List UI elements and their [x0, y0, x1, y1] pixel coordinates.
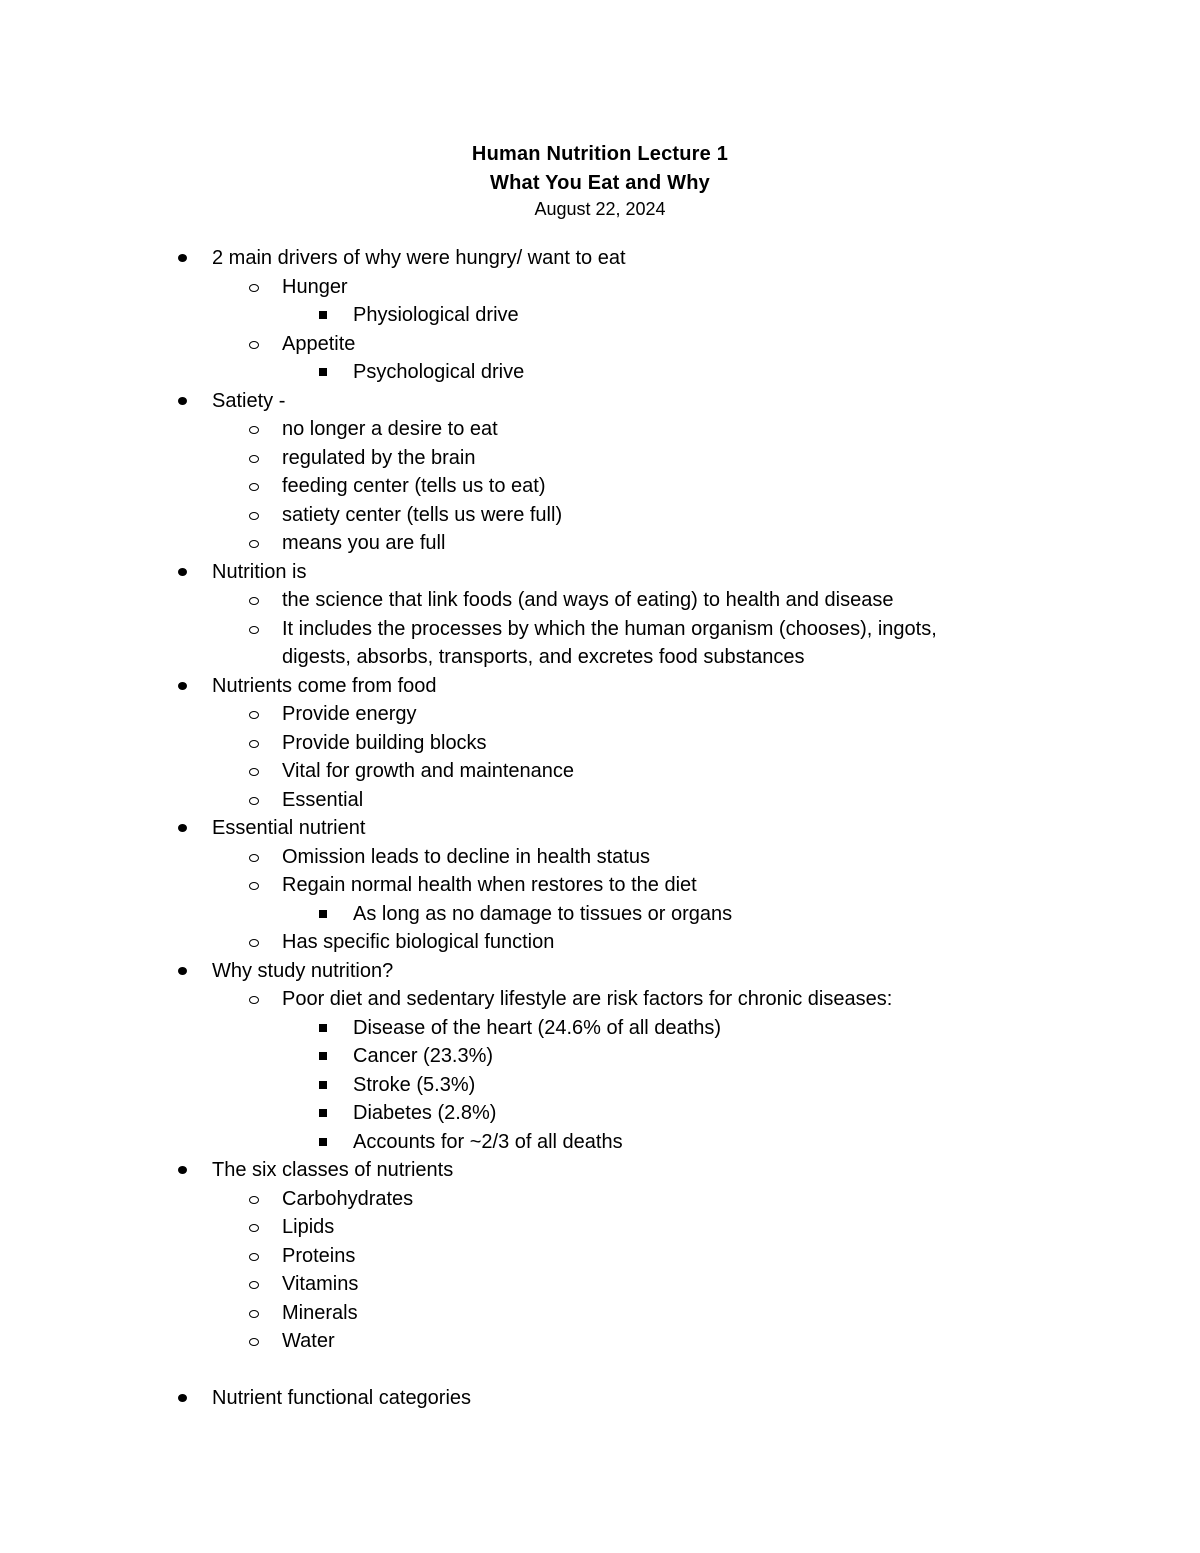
- outline-item-text: means you are full: [282, 532, 446, 554]
- outline-item-text: Essential: [282, 788, 364, 811]
- document-subtitle: What You Eat and Why: [490, 172, 710, 194]
- outline-item-text: 2 main drivers of why were hungry/ want to eat: [212, 247, 626, 269]
- outline-item: [0, 1156, 1200, 1185]
- outline-item-text: Stroke (5.3%): [353, 1073, 476, 1096]
- outline-item-text: Essential nutrient: [212, 817, 366, 839]
- outline-item-text: Disease of the heart (24.6% of all deaths): [353, 1016, 721, 1039]
- outline-item: [0, 1213, 1200, 1242]
- outline-item: [0, 985, 1200, 1014]
- outline-item-text: The six classes of nutrients: [212, 1159, 454, 1181]
- hollow-circle-bullet-icon: [249, 540, 259, 548]
- outline-item-text: Lipids: [282, 1216, 335, 1238]
- filled-circle-bullet-icon: [178, 682, 187, 690]
- outline-item-text: no longer a desire to eat: [282, 418, 498, 440]
- hollow-circle-bullet-icon: [249, 797, 259, 805]
- outline-item-text: Omission leads to decline in health status: [282, 845, 650, 868]
- outline-item: [0, 358, 1200, 387]
- filled-square-bullet-icon: [319, 1052, 327, 1060]
- outline-item-text: Minerals: [282, 1301, 358, 1324]
- outline-item-text: regulated by the brain: [282, 446, 476, 469]
- outline-item: [0, 501, 1200, 530]
- hollow-circle-bullet-icon: [249, 284, 259, 292]
- filled-square-bullet-icon: [319, 1109, 327, 1117]
- outline-item-text: Has specific biological function: [282, 931, 555, 953]
- outline-item: [0, 387, 1200, 416]
- filled-square-bullet-icon: [319, 1024, 327, 1032]
- hollow-circle-bullet-icon: [249, 597, 259, 605]
- outline-item-text: the science that link foods (and ways of eating) to health and disease: [282, 589, 894, 611]
- blank-line: [0, 1356, 1200, 1384]
- hollow-circle-bullet-icon: [249, 626, 259, 634]
- hollow-circle-bullet-icon: [249, 426, 259, 434]
- outline-item: [0, 558, 1200, 587]
- outline-item: [0, 757, 1200, 786]
- outline-item-text: Why study nutrition?: [212, 959, 394, 982]
- outline-item-text: Provide energy: [282, 703, 417, 725]
- hollow-circle-bullet-icon: [249, 455, 259, 463]
- outline-item: [0, 330, 1200, 359]
- outline-item-text: Nutrition is: [212, 560, 307, 583]
- filled-square-bullet-icon: [319, 910, 327, 918]
- outline-item-text: Nutrient functional categories: [212, 1386, 472, 1409]
- hollow-circle-bullet-icon: [249, 740, 259, 748]
- filled-circle-bullet-icon: [178, 967, 187, 975]
- hollow-circle-bullet-icon: [249, 768, 259, 776]
- hollow-circle-bullet-icon: [249, 1224, 259, 1232]
- hollow-circle-bullet-icon: [249, 711, 259, 719]
- hollow-circle-bullet-icon: [249, 341, 259, 349]
- outline-item-text: Provide building blocks: [282, 731, 487, 754]
- hollow-circle-bullet-icon: [249, 1310, 259, 1318]
- outline-item: [0, 1128, 1200, 1157]
- outline-item: [0, 729, 1200, 758]
- outline-item: [0, 586, 1200, 615]
- hollow-circle-bullet-icon: [249, 1281, 259, 1289]
- filled-square-bullet-icon: [319, 368, 327, 376]
- outline-item: [0, 1014, 1200, 1043]
- outline-item-text: Psychological drive: [353, 361, 525, 383]
- outline-item: [0, 273, 1200, 302]
- outline-item-text: Regain normal health when restores to the diet: [282, 874, 697, 896]
- outline-item: [0, 1242, 1200, 1271]
- outline-item-text: feeding center (tells us to eat): [282, 475, 546, 497]
- hollow-circle-bullet-icon: [249, 996, 259, 1004]
- document-title: Human Nutrition Lecture 1: [471, 143, 729, 165]
- document-date: August 22, 2024: [534, 199, 666, 219]
- filled-square-bullet-icon: [319, 1081, 327, 1089]
- outline-item-text: As long as no damage to tissues or organs: [353, 902, 733, 925]
- outline-item-text: Poor diet and sedentary lifestyle are risk factors for chronic diseases:: [282, 988, 893, 1010]
- hollow-circle-bullet-icon: [249, 1253, 259, 1261]
- document-header: [0, 140, 1200, 220]
- outline-item: [0, 672, 1200, 701]
- filled-circle-bullet-icon: [178, 1166, 187, 1174]
- outline-item: [0, 301, 1200, 330]
- outline-item: [0, 957, 1200, 986]
- outline-item-text: Proteins: [282, 1244, 356, 1267]
- hollow-circle-bullet-icon: [249, 854, 259, 862]
- filled-square-bullet-icon: [319, 311, 327, 319]
- outline-item: [0, 1327, 1200, 1356]
- outline-item-text: Cancer (23.3%): [353, 1045, 494, 1067]
- outline-item: [0, 1042, 1200, 1071]
- outline-item: [0, 700, 1200, 729]
- outline-item: [0, 900, 1200, 929]
- hollow-circle-bullet-icon: [249, 939, 259, 947]
- outline-item: [0, 786, 1200, 815]
- hollow-circle-bullet-icon: [249, 512, 259, 520]
- outline-item: [0, 244, 1200, 273]
- hollow-circle-bullet-icon: [249, 483, 259, 491]
- hollow-circle-bullet-icon: [249, 882, 259, 890]
- bullet-outline: [0, 244, 1200, 1412]
- filled-circle-bullet-icon: [178, 254, 187, 262]
- outline-item-text: Vital for growth and maintenance: [282, 760, 575, 782]
- filled-circle-bullet-icon: [178, 568, 187, 576]
- outline-item-text: Accounts for ~2/3 of all deaths: [353, 1130, 623, 1153]
- filled-circle-bullet-icon: [178, 824, 187, 832]
- outline-item: [0, 444, 1200, 473]
- outline-item: [0, 928, 1200, 957]
- outline-item-text: Diabetes (2.8%): [353, 1102, 497, 1124]
- outline-item: [0, 472, 1200, 501]
- filled-circle-bullet-icon: [178, 1394, 187, 1402]
- outline-item: [0, 1185, 1200, 1214]
- outline-item: [0, 1299, 1200, 1328]
- outline-item-text: Vitamins: [282, 1273, 359, 1295]
- outline-item: [0, 1384, 1200, 1413]
- outline-item: [0, 1071, 1200, 1100]
- outline-item-text: Carbohydrates: [282, 1187, 414, 1210]
- hollow-circle-bullet-icon: [249, 1196, 259, 1204]
- outline-item-text: Water: [282, 1330, 335, 1352]
- filled-square-bullet-icon: [319, 1138, 327, 1146]
- outline-item-text: Satiety -: [212, 389, 286, 412]
- outline-item: [0, 843, 1200, 872]
- outline-item-text: satiety center (tells us were full): [282, 503, 563, 526]
- outline-item: [0, 415, 1200, 444]
- outline-item: [0, 814, 1200, 843]
- outline-item: [0, 615, 1200, 672]
- outline-item-text: Nutrients come from food: [212, 674, 437, 697]
- outline-item-text: It includes the processes by which the human organism (chooses), ingots, digests, absorbs, transports, and excretes food substances: [282, 617, 937, 668]
- outline-item: [0, 529, 1200, 558]
- filled-circle-bullet-icon: [178, 397, 187, 405]
- outline-item-text: Physiological drive: [353, 304, 519, 326]
- outline-item-text: Appetite: [282, 332, 356, 355]
- hollow-circle-bullet-icon: [249, 1338, 259, 1346]
- outline-item-text: Hunger: [282, 275, 348, 298]
- outline-item: [0, 871, 1200, 900]
- outline-item: [0, 1099, 1200, 1128]
- outline-item: [0, 1270, 1200, 1299]
